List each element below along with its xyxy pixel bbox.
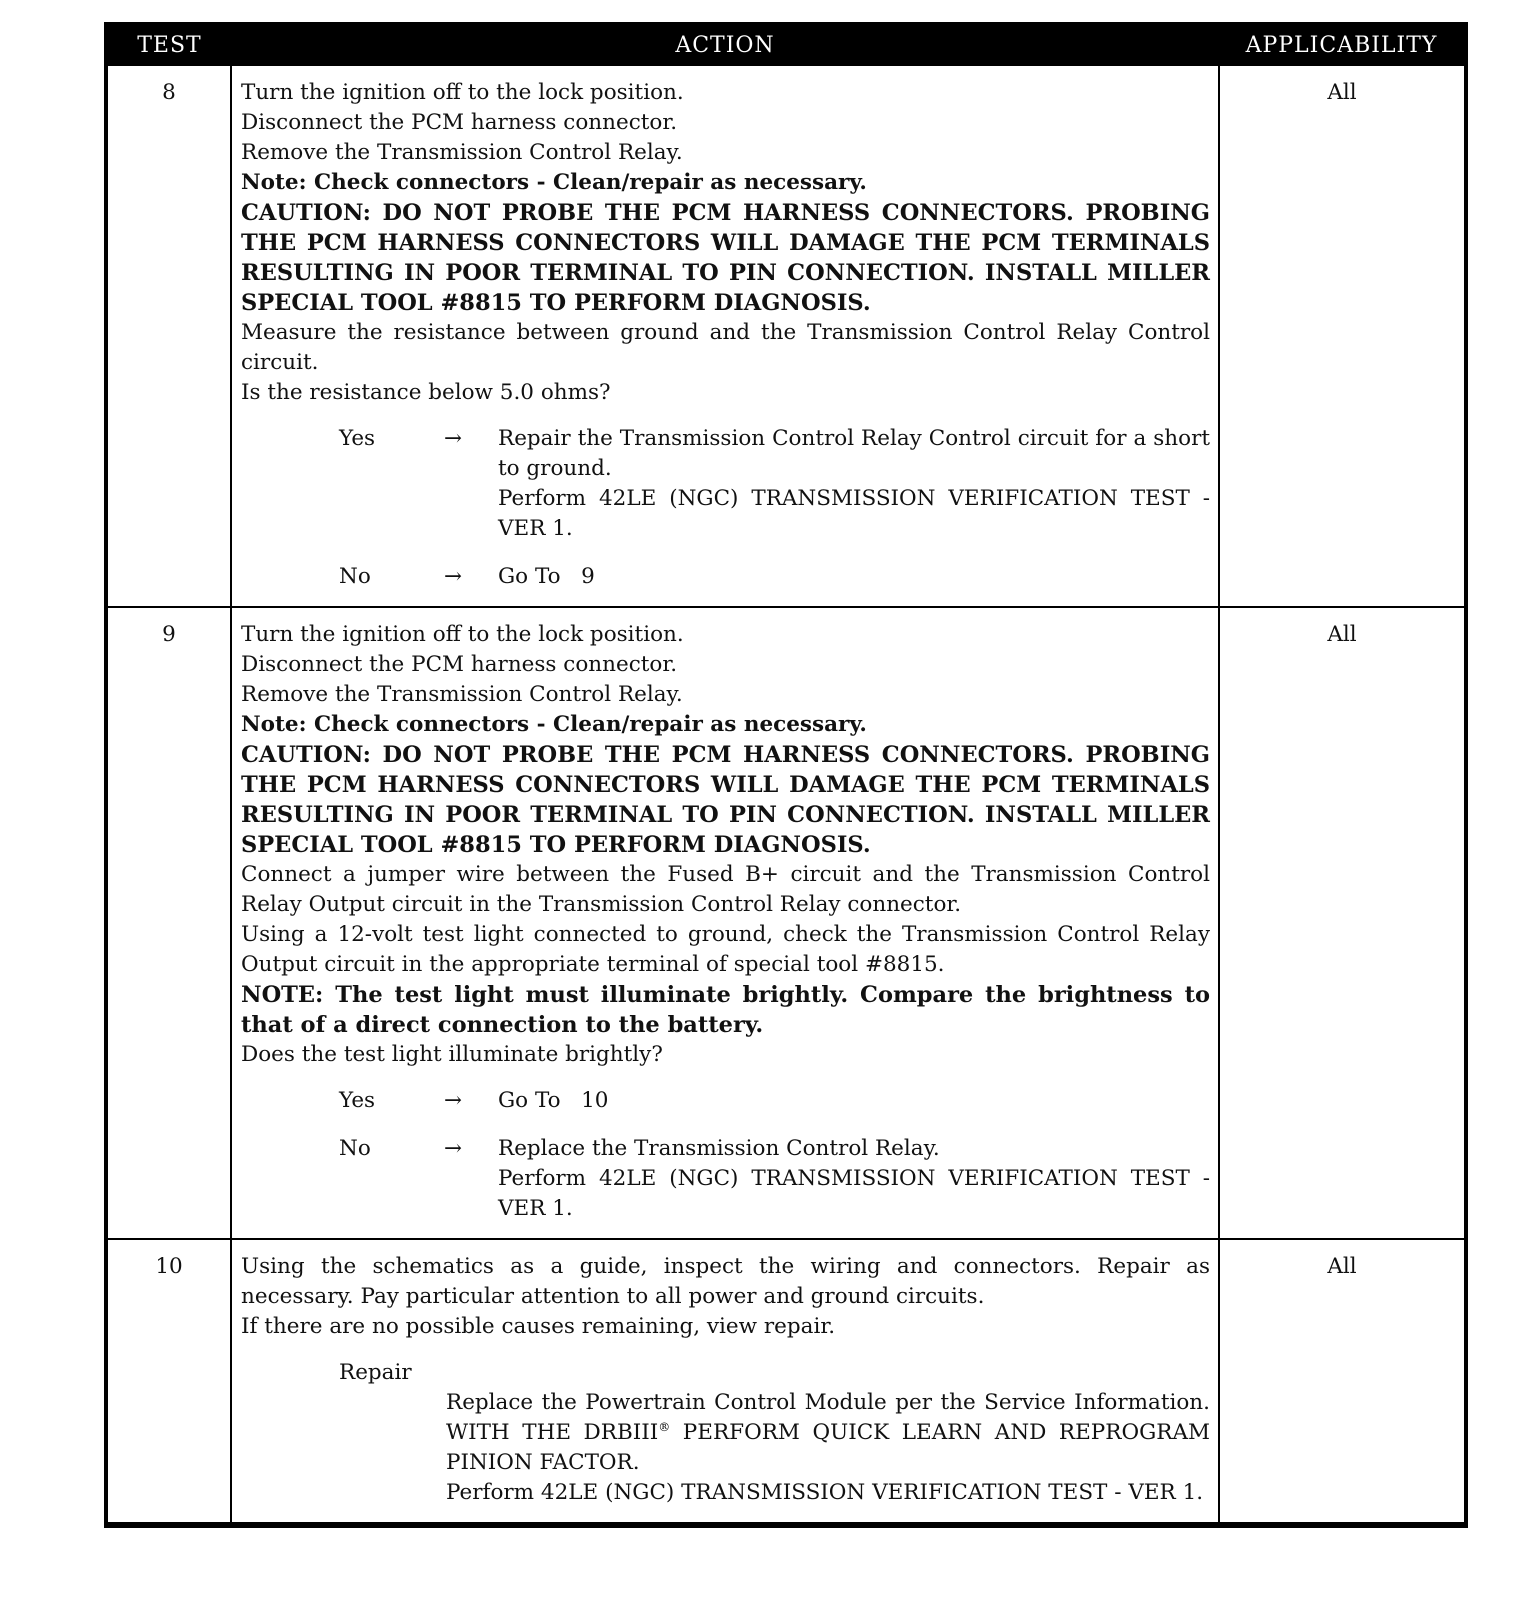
answer-text — [498, 562, 1210, 592]
step-text: Remove the Transmission Control Relay. — [241, 682, 683, 707]
applicability-value: All — [1219, 607, 1464, 1239]
step-text: Disconnect the PCM harness connector. — [241, 110, 678, 135]
repair-line: Replace the Powertrain Control Module per the Service Information. WITH THE DRBIII — [446, 1390, 1210, 1445]
answer-line: Go To 10 — [498, 1088, 609, 1113]
action-cell — [231, 1239, 1219, 1523]
answer-label: No — [339, 564, 371, 589]
note-text: Note: Check connectors - Clean/repair as necessary. — [241, 712, 867, 737]
answer-no — [339, 1134, 1210, 1224]
answer-line: Replace the Transmission Control Relay. — [498, 1136, 940, 1161]
action-cell — [231, 607, 1219, 1239]
answer-list — [241, 424, 1210, 592]
answer-text — [498, 1134, 1210, 1224]
answer-text — [498, 1086, 1210, 1116]
arrow-icon: → — [444, 1136, 463, 1161]
arrow-icon: → — [444, 564, 463, 589]
answer-yes — [339, 1086, 1210, 1116]
step-text: If there are no possible causes remaining, view repair. — [241, 1314, 836, 1339]
table-row — [108, 65, 1464, 607]
table-row — [108, 607, 1464, 1239]
test-number: 8 — [108, 65, 231, 607]
answer-yes — [339, 424, 1210, 544]
note-text: NOTE: The test light must illuminate brightly. Compare the brightness to that of a direct connection to the battery. — [241, 982, 1210, 1038]
table-header — [108, 26, 1464, 65]
answer-list — [241, 1086, 1210, 1224]
applicability-value: All — [1219, 1239, 1464, 1523]
answer-label: No — [339, 1136, 371, 1161]
step-text: Measure the resistance between ground and the Transmission Control Relay Control circuit. — [241, 320, 1210, 375]
answer-no — [339, 562, 1210, 592]
header-action: ACTION — [231, 26, 1219, 65]
answer-label: Yes — [339, 426, 376, 451]
answer-line: Go To 9 — [498, 564, 595, 589]
answer-text — [498, 424, 1210, 544]
test-number: 10 — [108, 1239, 231, 1523]
repair-line: PERFORM QUICK LEARN AND REPROGRAM PINION FACTOR. — [446, 1420, 1210, 1475]
question-text: Is the resistance below 5.0 ohms? — [241, 380, 611, 405]
caution-text: CAUTION: DO NOT PROBE THE PCM HARNESS CONNECTORS. PROBING THE PCM HARNESS CONNECTORS WILL DAMAGE THE PCM TERMINALS RESULTING IN POOR TERMINAL TO PIN CONNECTION. INSTALL MILLER SPECIAL TOOL #8815 TO PERFORM DIAGNOSIS. — [241, 742, 1210, 858]
diagnostic-test-table — [104, 22, 1468, 1528]
note-text: Note: Check connectors - Clean/repair as necessary. — [241, 170, 867, 195]
repair-block — [339, 1358, 1210, 1508]
caution-text: CAUTION: DO NOT PROBE THE PCM HARNESS CONNECTORS. PROBING THE PCM HARNESS CONNECTORS WILL DAMAGE THE PCM TERMINALS RESULTING IN POOR TERMINAL TO PIN CONNECTION. INSTALL MILLER SPECIAL TOOL #8815 TO PERFORM DIAGNOSIS. — [241, 200, 1210, 316]
step-text: Turn the ignition off to the lock position. — [241, 622, 684, 647]
arrow-icon: → — [444, 426, 463, 451]
question-text: Does the test light illuminate brightly? — [241, 1042, 663, 1067]
answer-line: Perform 42LE (NGC) TRANSMISSION VERIFICATION TEST - VER 1. — [498, 1166, 1210, 1221]
step-text: Connect a jumper wire between the Fused B+ circuit and the Transmission Control Relay Output circuit in the Transmission Control Relay connector. — [241, 862, 1210, 917]
step-text: Using the schematics as a guide, inspect the wiring and connectors. Repair as necessary. Pay particular attention to all power and ground circuits. — [241, 1254, 1210, 1309]
step-text: Using a 12-volt test light connected to ground, check the Transmission Control Relay Output circuit in the appropriate terminal of special tool #8815. — [241, 922, 1210, 977]
step-text: Turn the ignition off to the lock position. — [241, 80, 684, 105]
answer-line: Repair the Transmission Control Relay Control circuit for a short to ground. — [498, 426, 1210, 481]
registered-mark: ® — [658, 1419, 671, 1434]
answer-line: Perform 42LE (NGC) TRANSMISSION VERIFICATION TEST - VER 1. — [498, 486, 1210, 541]
test-number: 9 — [108, 607, 231, 1239]
repair-text — [446, 1388, 1210, 1508]
table-row — [108, 1239, 1464, 1523]
step-text: Disconnect the PCM harness connector. — [241, 652, 678, 677]
header-applicability: APPLICABILITY — [1219, 26, 1464, 65]
arrow-icon: → — [444, 1088, 463, 1113]
action-cell — [231, 65, 1219, 607]
step-text: Remove the Transmission Control Relay. — [241, 140, 683, 165]
header-test: TEST — [108, 26, 231, 65]
repair-line: Perform 42LE (NGC) TRANSMISSION VERIFICATION TEST - VER 1. — [446, 1480, 1204, 1505]
answer-label: Yes — [339, 1088, 376, 1113]
applicability-value: All — [1219, 65, 1464, 607]
repair-label: Repair — [339, 1360, 412, 1385]
